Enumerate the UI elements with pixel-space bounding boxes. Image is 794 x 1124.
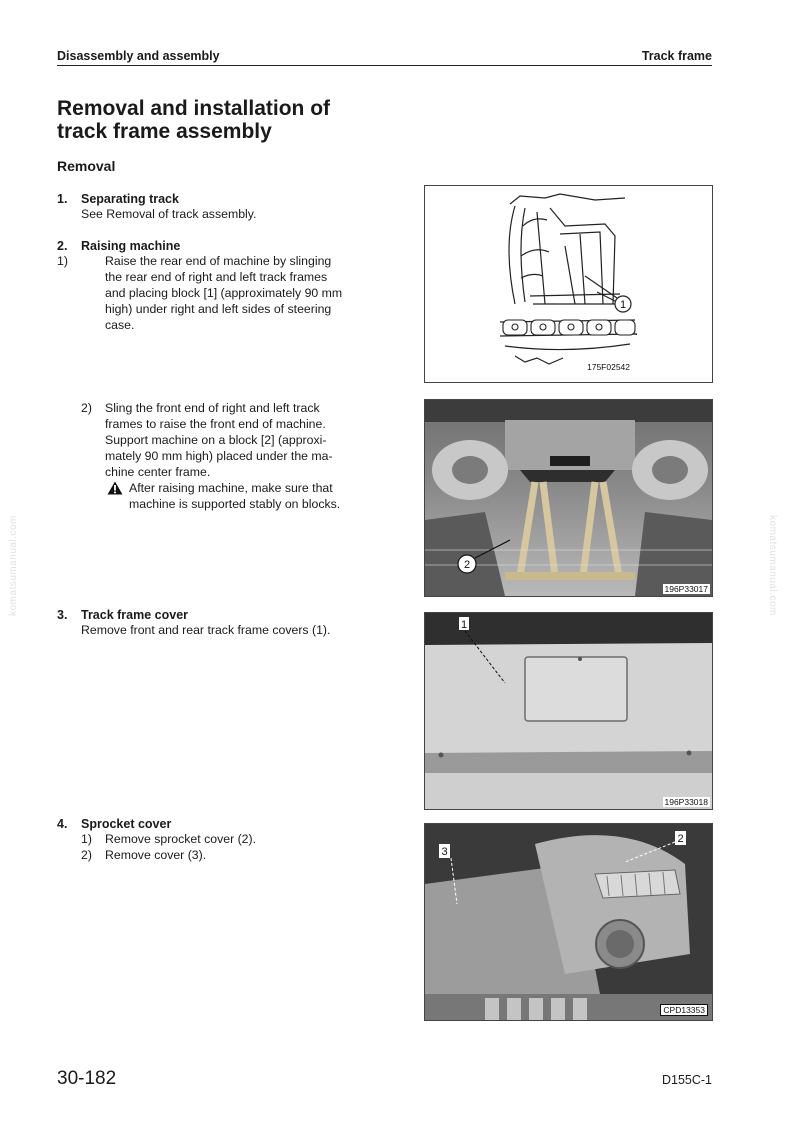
step-4 bbox=[57, 817, 377, 863]
step-3 bbox=[57, 608, 377, 638]
step-4-item-number: 2) bbox=[81, 848, 92, 862]
list-item bbox=[81, 847, 377, 863]
header-rule bbox=[57, 65, 712, 66]
page-number: 30-182 bbox=[57, 1068, 117, 1089]
step-4-heading bbox=[57, 817, 377, 831]
step-1-title: Separating track bbox=[81, 192, 179, 206]
step-3-heading bbox=[57, 608, 377, 622]
step-4-items bbox=[57, 831, 377, 863]
figure-4-code: CPD13353 bbox=[660, 1004, 708, 1016]
warning-triangle-icon bbox=[107, 481, 123, 499]
step-2-sub-1-line: Raise the rear end of machine by slinging bbox=[105, 254, 332, 268]
step-4-item-text: Remove cover (3). bbox=[105, 848, 207, 862]
figure-4-callout-2: 2 bbox=[677, 833, 684, 845]
step-3-text: Remove front and rear track frame covers (1). bbox=[81, 623, 331, 637]
page-title-line-1: Removal and installation of bbox=[57, 97, 331, 120]
step-2-sub-2-line: frames to raise the front end of machine. bbox=[105, 417, 326, 431]
page-title-line-2: track frame assembly bbox=[57, 120, 272, 143]
subheading-removal: Removal bbox=[57, 158, 116, 174]
step-2 bbox=[57, 239, 367, 333]
step-2-sub-1 bbox=[57, 253, 367, 333]
header-section: Disassembly and assembly bbox=[57, 49, 220, 63]
step-4-item-number: 1) bbox=[81, 832, 92, 846]
warning-note bbox=[105, 480, 371, 512]
step-1-number: 1. bbox=[57, 192, 68, 206]
warning-line: After raising machine, make sure that bbox=[129, 481, 333, 495]
figure-4-photo bbox=[424, 823, 713, 1021]
page-title bbox=[57, 97, 330, 143]
watermark-right: komatsumanual.com bbox=[766, 515, 778, 616]
figure-1-line-drawing bbox=[424, 185, 713, 383]
step-1-heading bbox=[57, 192, 377, 206]
list-item bbox=[81, 831, 377, 847]
step-2-heading bbox=[57, 239, 367, 253]
step-2-title: Raising machine bbox=[81, 239, 181, 253]
step-1-text: See Removal of track assembly. bbox=[81, 207, 257, 221]
warning-line: machine is supported stably on blocks. bbox=[129, 497, 341, 511]
step-2-sub-2-line: Support machine on a block [2] (approxi- bbox=[105, 433, 327, 447]
step-2-sub-1-line: case. bbox=[105, 318, 135, 332]
step-2-sub-2 bbox=[81, 400, 371, 512]
step-2-sub-2-line: chine center frame. bbox=[105, 465, 211, 479]
figure-1-callout: 1 bbox=[619, 299, 627, 311]
figure-2-code: 196P33017 bbox=[664, 584, 708, 594]
figure-2-callout: 2 bbox=[463, 559, 471, 571]
step-4-number: 4. bbox=[57, 817, 68, 831]
step-2-sub-2-number: 2) bbox=[81, 401, 92, 415]
figure-3-code: 196P33018 bbox=[664, 797, 708, 807]
figure-3-callout: 1 bbox=[460, 619, 468, 631]
step-2-sub-1-line: and placing block [1] (approximately 90 mm bbox=[105, 286, 343, 300]
step-2-sub-2-line: mately 90 mm high) placed under the ma- bbox=[105, 449, 333, 463]
watermark-left: komatsumanual.com bbox=[7, 515, 19, 616]
step-2-sub-1-line: the rear end of right and left track frames bbox=[105, 270, 328, 284]
figure-4-callout-3: 3 bbox=[441, 846, 448, 858]
model-code: D155C-1 bbox=[661, 1073, 712, 1087]
step-3-title: Track frame cover bbox=[81, 608, 189, 622]
figure-3-photo bbox=[424, 612, 713, 810]
step-2-sub-2-line: Sling the front end of right and left track bbox=[105, 401, 320, 415]
step-2-sub-1-line: high) under right and left sides of steering bbox=[105, 302, 332, 316]
step-1 bbox=[57, 192, 377, 222]
step-2-sub-1-number: 1) bbox=[57, 254, 68, 268]
figure-2-photo bbox=[424, 399, 713, 597]
step-2-number: 2. bbox=[57, 239, 68, 253]
header-topic: Track frame bbox=[641, 49, 712, 63]
figure-1-code: 175F02542 bbox=[587, 362, 631, 372]
step-4-item-text: Remove sprocket cover (2). bbox=[105, 832, 257, 846]
step-3-number: 3. bbox=[57, 608, 68, 622]
step-4-title: Sprocket cover bbox=[81, 817, 172, 831]
